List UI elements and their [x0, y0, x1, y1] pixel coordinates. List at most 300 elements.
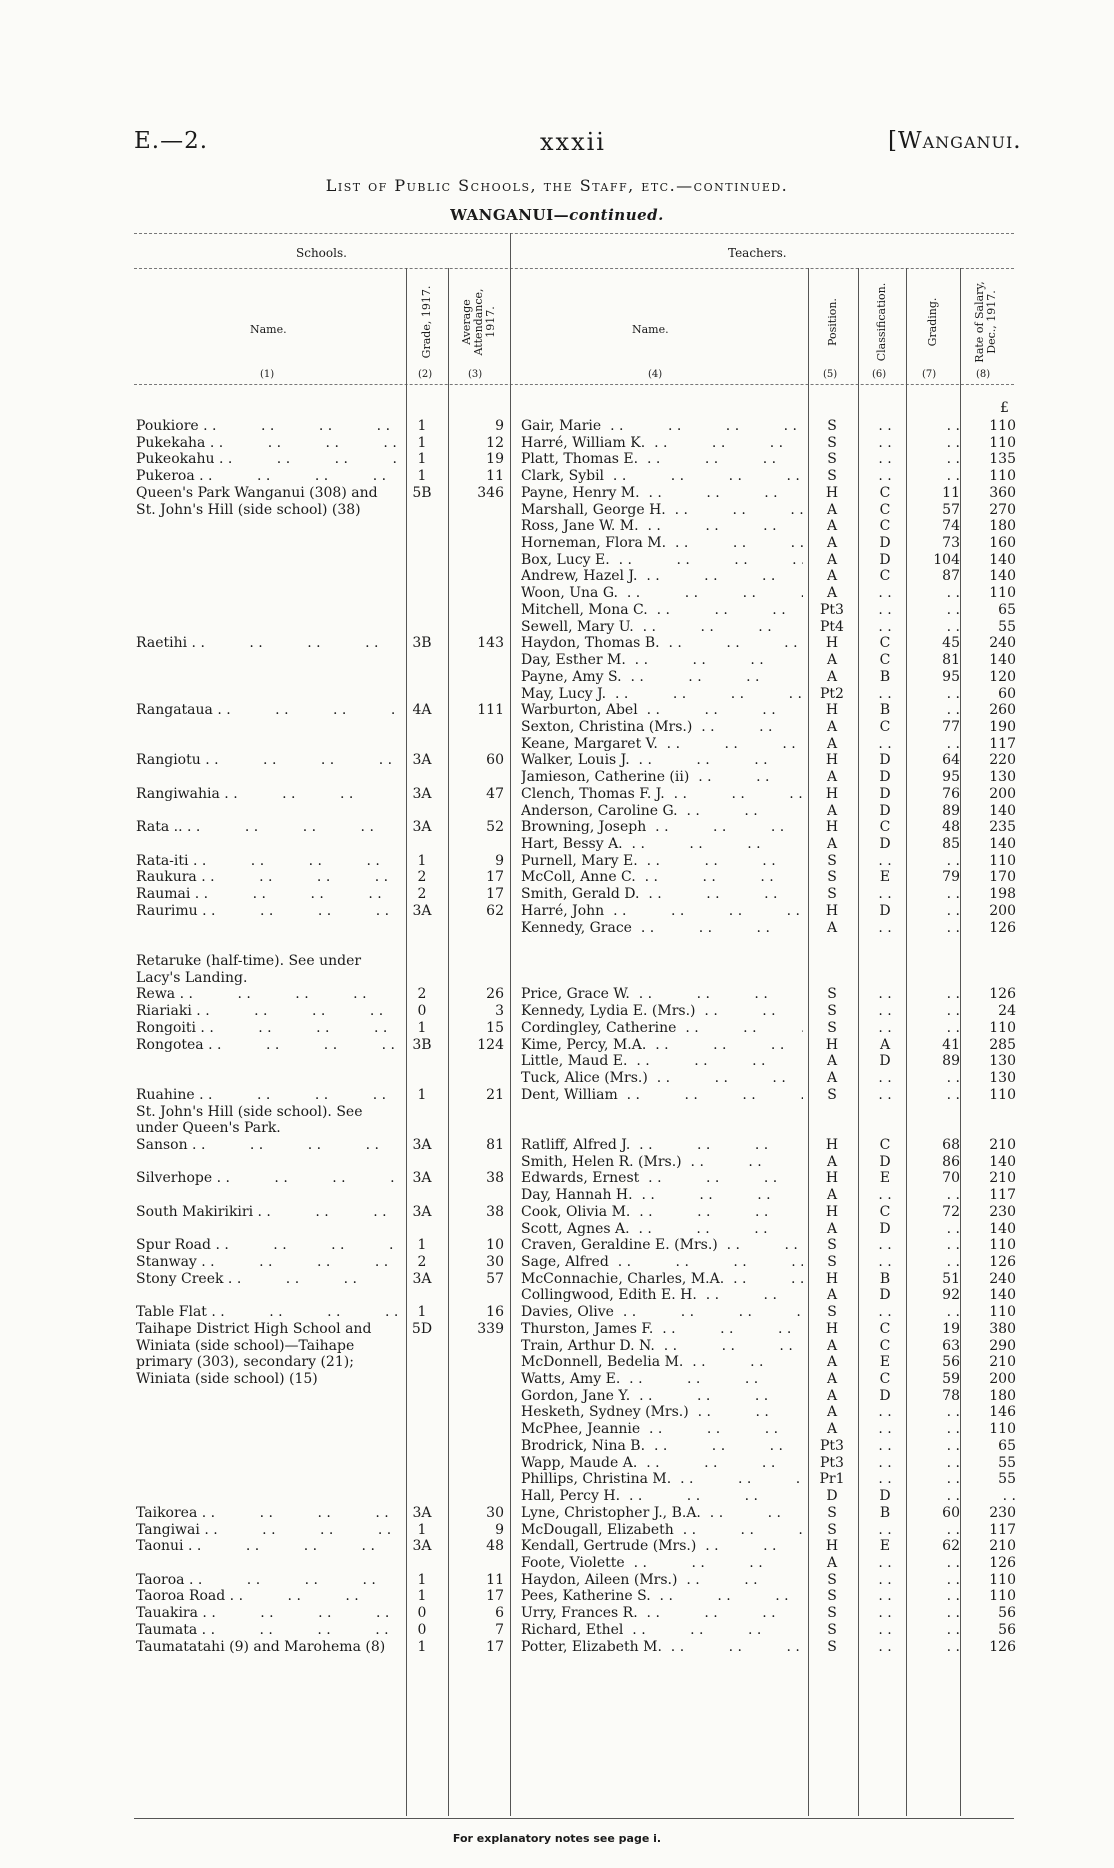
grading-cell: . .	[946, 1454, 960, 1471]
grading-cell: 45	[942, 635, 960, 652]
teacher-name-cell: Jamieson, Catherine (ii) . .	[521, 769, 803, 785]
school-name-cell: Raumai . .	[136, 886, 398, 902]
classification-cell: . .	[878, 886, 892, 903]
grading-cell: 56	[942, 1354, 960, 1371]
school-name-cell: Pukeokahu . .	[136, 451, 398, 467]
position-cell: S	[827, 434, 837, 451]
classification-cell: A	[879, 1036, 891, 1053]
position-cell: Pt2	[820, 685, 844, 702]
school-name-cell: primary (303), secondary (21);	[136, 1354, 354, 1371]
grading-cell: . .	[946, 902, 960, 919]
salary-cell: 110	[989, 852, 1016, 869]
grading-cell: 68	[942, 1136, 960, 1153]
grade-cell: 3A	[412, 1203, 432, 1220]
table-row	[0, 986, 1114, 1002]
attendance-cell: 38	[486, 1203, 504, 1220]
position-cell: S	[827, 886, 837, 903]
grade-header: Grade, 1917.	[420, 285, 433, 359]
salary-cell: 110	[989, 434, 1016, 451]
position-cell: Pr1	[819, 1471, 845, 1488]
school-name-cell: Rewa . .	[136, 986, 398, 1002]
school-name-cell: Lacy's Landing.	[136, 969, 248, 986]
position-cell: A	[826, 836, 838, 852]
salary-cell: 140	[989, 551, 1016, 568]
grading-cell: . .	[946, 585, 960, 602]
col-number-5: (5)	[823, 369, 838, 380]
table-row	[0, 1555, 1114, 1571]
school-name-cell: Stony Creek . .	[136, 1271, 398, 1287]
position-header: Position.	[826, 298, 839, 346]
teacher-name-cell: Hart, Bessy A. . .	[521, 836, 803, 852]
table-header-rule	[134, 384, 1014, 385]
school-name-cell: Stanway . .	[136, 1254, 398, 1270]
classification-cell: E	[879, 869, 891, 886]
grade-cell: 0	[417, 1621, 427, 1638]
teachers-group-header: Teachers.	[728, 246, 787, 260]
attendance-cell: 9	[495, 852, 504, 869]
attendance-cell: 6	[495, 1605, 504, 1622]
attendance-cell: 26	[486, 986, 504, 1003]
position-cell: A	[826, 551, 838, 568]
position-cell: H	[825, 752, 839, 769]
grade-cell: 3B	[412, 1036, 432, 1053]
table-row	[0, 1221, 1114, 1237]
table-row	[0, 1488, 1114, 1504]
teacher-name-cell: Ross, Jane W. M. . .	[521, 518, 803, 534]
grading-cell: 79	[942, 869, 960, 886]
position-cell: S	[827, 1621, 837, 1638]
school-name-cell: South Makirikiri . .	[136, 1204, 398, 1220]
grading-cell: 74	[942, 518, 960, 535]
grade-cell: 3A	[412, 752, 432, 769]
position-cell: A	[826, 1337, 838, 1354]
classification-cell: . .	[878, 1454, 892, 1471]
grading-cell: 63	[942, 1337, 960, 1354]
grading-cell: 73	[942, 535, 960, 552]
salary-cell: 140	[989, 568, 1016, 585]
grading-cell: . .	[946, 1488, 960, 1505]
grading-cell: 89	[942, 802, 960, 819]
grading-cell: . .	[946, 1070, 960, 1087]
school-name-cell: St. John's Hill (side school). See	[136, 1103, 363, 1120]
attendance-cell: 47	[486, 785, 504, 802]
table-row	[0, 970, 1114, 986]
salary-cell: 65	[998, 1437, 1016, 1454]
grading-cell: . .	[946, 1638, 960, 1655]
classification-cell: . .	[878, 1421, 892, 1438]
teacher-name-cell: Day, Hannah H. . .	[521, 1187, 803, 1203]
attendance-cell: 339	[477, 1320, 504, 1337]
teacher-name-cell: Gordon, Jane Y. . .	[521, 1388, 803, 1404]
teacher-name-cell: Mitchell, Mona C. . .	[521, 602, 803, 618]
teacher-name-cell: Train, Arthur D. N. . .	[521, 1338, 803, 1354]
table-row	[0, 1639, 1114, 1655]
classification-cell: . .	[878, 1437, 892, 1454]
table-row	[0, 1572, 1114, 1588]
table-row	[0, 1438, 1114, 1454]
salary-cell: 180	[989, 518, 1016, 535]
salary-cell: 240	[989, 1270, 1016, 1287]
school-name-cell: under Queen's Park.	[136, 1120, 281, 1137]
table-row	[0, 1522, 1114, 1538]
grade-cell: 0	[417, 1003, 427, 1020]
salary-cell: 126	[989, 986, 1016, 1003]
grading-cell: 89	[942, 1053, 960, 1070]
grade-cell: 2	[417, 886, 427, 903]
footnote: For explanatory notes see page i.	[452, 1832, 662, 1845]
teacher-name-cell: Kime, Percy, M.A. . .	[521, 1037, 803, 1053]
table-row	[0, 1404, 1114, 1420]
attendance-cell: 38	[486, 1170, 504, 1187]
position-cell: D	[826, 1488, 838, 1505]
position-cell: A	[826, 1354, 838, 1371]
grading-cell: . .	[946, 451, 960, 468]
position-cell: A	[826, 919, 838, 936]
table-row	[0, 719, 1114, 735]
classification-cell: C	[879, 819, 891, 836]
classification-cell: . .	[878, 1019, 892, 1036]
table-row	[0, 1070, 1114, 1086]
teacher-name-cell: Ratliff, Alfred J. . .	[521, 1137, 803, 1153]
grading-cell: . .	[946, 601, 960, 618]
grade-cell: 3A	[412, 785, 432, 802]
teacher-name-cell: McConnachie, Charles, M.A. . .	[521, 1271, 803, 1287]
grading-cell: 59	[942, 1371, 960, 1388]
salary-cell: 260	[989, 702, 1016, 719]
teacher-name-cell: Craven, Geraldine E. (Mrs.) . .	[521, 1237, 803, 1253]
attendance-cell: 81	[486, 1136, 504, 1153]
salary-cell: 230	[989, 1203, 1016, 1220]
grade-cell: 2	[417, 986, 427, 1003]
school-name-cell: Winiata (side school) (15)	[136, 1371, 318, 1388]
salary-cell: 110	[989, 1237, 1016, 1254]
classification-cell: . .	[878, 418, 892, 434]
grade-cell: 1	[417, 1588, 427, 1605]
teacher-name-cell: Platt, Thomas E. . .	[521, 451, 803, 467]
classification-cell: C	[879, 568, 891, 585]
teacher-name-cell: Payne, Henry M. . .	[521, 485, 803, 501]
salary-cell: 140	[989, 1153, 1016, 1170]
grading-cell: 85	[942, 836, 960, 852]
salary-cell: 110	[989, 1019, 1016, 1036]
classification-cell: . .	[878, 1471, 892, 1488]
teacher-name-cell: Potter, Elizabeth M. . .	[521, 1639, 803, 1655]
position-cell: A	[826, 1554, 838, 1571]
table-row	[0, 1154, 1114, 1170]
position-cell: S	[827, 1254, 837, 1270]
school-name-cell: Winiata (side school)—Taihape	[136, 1337, 355, 1354]
position-cell: H	[825, 635, 839, 652]
table-row	[0, 686, 1114, 702]
position-cell: S	[827, 1504, 837, 1521]
school-name-cell: Rangataua . .	[136, 702, 398, 718]
school-name-cell: Tauakira . .	[136, 1605, 398, 1621]
grading-cell: 95	[942, 769, 960, 786]
table-bottom-rule	[134, 1818, 1014, 1819]
grade-cell: 1	[417, 1304, 427, 1321]
grading-cell: 81	[942, 652, 960, 669]
teacher-name-cell: Keane, Margaret V. . .	[521, 736, 803, 752]
table-row	[0, 535, 1114, 551]
position-cell: A	[826, 769, 838, 786]
position-cell: H	[825, 1203, 839, 1220]
region-label: [Wanganui.	[888, 128, 1022, 154]
salary-cell: 24	[998, 1003, 1016, 1020]
position-cell: A	[826, 585, 838, 602]
attendance-cell: 19	[486, 451, 504, 468]
teacher-name-cell: Little, Maud E. . .	[521, 1053, 803, 1069]
teacher-name-cell: Sage, Alfred . .	[521, 1254, 803, 1270]
grading-cell: . .	[946, 702, 960, 719]
col-number-6: (6)	[872, 369, 887, 380]
position-cell: H	[825, 902, 839, 919]
attendance-cell: 124	[477, 1036, 504, 1053]
grade-cell: 1	[417, 1019, 427, 1036]
attendance-cell: 346	[477, 484, 504, 501]
grading-cell: 62	[942, 1538, 960, 1555]
teacher-name-cell: Cordingley, Catherine . .	[521, 1020, 803, 1036]
salary-cell: 110	[989, 1304, 1016, 1321]
grade-cell: 3A	[412, 1170, 432, 1187]
school-name-cell: Ruahine . .	[136, 1087, 398, 1103]
salary-cell: 110	[989, 418, 1016, 434]
grade-cell: 2	[417, 869, 427, 886]
page-subtitle	[0, 206, 1114, 224]
grade-cell: 3A	[412, 1538, 432, 1555]
grading-cell: . .	[946, 1554, 960, 1571]
position-cell: A	[826, 1187, 838, 1204]
page-ref: E.—2.	[134, 128, 209, 154]
school-name-cell: Rata .. . .	[136, 819, 398, 835]
table-row	[0, 903, 1114, 919]
teacher-name-cell: Collingwood, Edith E. H. . .	[521, 1287, 803, 1303]
teacher-name-cell: Cook, Olivia M. . .	[521, 1204, 803, 1220]
attendance-cell: 10	[486, 1237, 504, 1254]
position-cell: S	[827, 1605, 837, 1622]
grading-cell: . .	[946, 1605, 960, 1622]
salary-cell: 130	[989, 1053, 1016, 1070]
salary-cell: 117	[989, 735, 1016, 752]
salary-cell: 135	[989, 451, 1016, 468]
salary-cell: 126	[989, 1554, 1016, 1571]
table-row	[0, 1053, 1114, 1069]
attendance-cell: 11	[486, 468, 504, 485]
classification-cell: B	[879, 1270, 891, 1287]
position-cell: S	[827, 869, 837, 886]
table-row	[0, 1354, 1114, 1370]
position-cell: H	[825, 484, 839, 501]
table-row	[0, 669, 1114, 685]
grading-header: Grading.	[926, 297, 939, 347]
grading-cell: 92	[942, 1287, 960, 1304]
classification-cell: . .	[878, 1404, 892, 1421]
table-row	[0, 468, 1114, 484]
position-cell: S	[827, 1304, 837, 1321]
position-cell: A	[826, 802, 838, 819]
classification-cell: . .	[878, 585, 892, 602]
grading-cell: . .	[946, 618, 960, 635]
grading-cell: . .	[946, 1471, 960, 1488]
salary-cell: 65	[998, 601, 1016, 618]
table-row	[0, 1120, 1114, 1136]
table-group-rule	[134, 268, 1014, 269]
position-cell: A	[826, 668, 838, 685]
salary-cell: 126	[989, 1254, 1016, 1270]
classification-cell: D	[879, 535, 891, 552]
grading-cell: . .	[946, 1437, 960, 1454]
teacher-name-cell: Sexton, Christina (Mrs.) . .	[521, 719, 803, 735]
salary-cell: 140	[989, 836, 1016, 852]
classification-cell: D	[879, 551, 891, 568]
salary-cell: 180	[989, 1387, 1016, 1404]
col-number-4: (4)	[648, 369, 663, 380]
position-cell: A	[826, 568, 838, 585]
teacher-name-cell: Kennedy, Lydia E. (Mrs.) . .	[521, 1003, 803, 1019]
page-title: List of Public Schools, the Staff, etc.—continued.	[325, 176, 789, 195]
col-number-2: (2)	[418, 369, 433, 380]
school-name-cell: Rongoiti . .	[136, 1020, 398, 1036]
teacher-name-cell: Woon, Una G. . .	[521, 585, 803, 601]
salary-cell: 146	[989, 1404, 1016, 1421]
salary-cell: 126	[989, 919, 1016, 936]
classification-cell: . .	[878, 1605, 892, 1622]
table-row	[0, 769, 1114, 785]
salary-cell: 198	[989, 886, 1016, 903]
teacher-name-cell: Day, Esther M. . .	[521, 652, 803, 668]
table-row	[0, 652, 1114, 668]
position-cell: S	[827, 1237, 837, 1254]
grade-cell: 1	[417, 1521, 427, 1538]
position-cell: A	[826, 1053, 838, 1070]
table-row	[0, 819, 1114, 835]
position-cell: A	[826, 1070, 838, 1087]
table-row	[0, 1204, 1114, 1220]
classification-cell: . .	[878, 1571, 892, 1588]
attendance-cell: 60	[486, 752, 504, 769]
col-number-8: (8)	[976, 369, 991, 380]
school-name-cell: Sanson . .	[136, 1137, 398, 1153]
attendance-cell: 12	[486, 434, 504, 451]
teacher-name-cell: Scott, Agnes A. . .	[521, 1221, 803, 1237]
grading-cell: 48	[942, 819, 960, 836]
classification-cell: . .	[878, 1086, 892, 1103]
classification-cell: D	[879, 1053, 891, 1070]
school-name-cell: Taoroa Road . .	[136, 1588, 398, 1604]
classification-cell: C	[879, 1320, 891, 1337]
table-row	[0, 518, 1114, 534]
classification-cell: B	[879, 1504, 891, 1521]
position-cell: S	[827, 1588, 837, 1605]
classification-cell: C	[879, 652, 891, 669]
table-row	[0, 1505, 1114, 1521]
attendance-cell: 111	[477, 702, 504, 719]
table-row	[0, 568, 1114, 584]
grading-cell: 70	[942, 1170, 960, 1187]
classification-cell: C	[879, 484, 891, 501]
classification-cell: . .	[878, 685, 892, 702]
salary-cell: 360	[989, 484, 1016, 501]
classification-cell: B	[879, 668, 891, 685]
grade-cell: 5D	[411, 1320, 433, 1337]
table-row	[0, 619, 1114, 635]
classification-cell: E	[879, 1538, 891, 1555]
teacher-name-header: Name.	[632, 323, 669, 336]
salary-cell: 60	[998, 685, 1016, 702]
salary-cell: 140	[989, 1220, 1016, 1237]
classification-cell: D	[879, 1220, 891, 1237]
attendance-cell: 17	[486, 869, 504, 886]
teacher-name-cell: Gair, Marie . .	[521, 418, 803, 434]
classification-cell: D	[879, 1488, 891, 1505]
position-cell: A	[826, 1153, 838, 1170]
salary-cell: 190	[989, 718, 1016, 735]
teacher-name-cell: Harré, John . .	[521, 903, 803, 919]
classification-cell: . .	[878, 919, 892, 936]
salary-cell: 56	[998, 1621, 1016, 1638]
salary-cell: 220	[989, 752, 1016, 769]
position-cell: S	[827, 451, 837, 468]
classification-cell: E	[879, 1354, 891, 1371]
teacher-name-cell: Brodrick, Nina B. . .	[521, 1438, 803, 1454]
table-row	[0, 1237, 1114, 1253]
attendance-cell: 62	[486, 902, 504, 919]
position-cell: S	[827, 1521, 837, 1538]
table-row	[0, 1338, 1114, 1354]
table-row	[0, 736, 1114, 752]
teacher-name-cell: McDonnell, Bedelia M. . .	[521, 1354, 803, 1370]
school-name-cell: Silverhope . .	[136, 1170, 398, 1186]
salary-cell: . .	[1002, 1488, 1016, 1505]
classification-cell: C	[879, 501, 891, 518]
position-cell: S	[827, 1638, 837, 1655]
teacher-name-cell: Edwards, Ernest . .	[521, 1170, 803, 1186]
currency-symbol: £	[1000, 400, 1009, 416]
position-cell: Pt3	[820, 601, 844, 618]
salary-cell: 235	[989, 819, 1016, 836]
attendance-cell: 57	[486, 1270, 504, 1287]
grade-cell: 3A	[412, 819, 432, 836]
grading-cell: . .	[946, 1220, 960, 1237]
table-row	[0, 1304, 1114, 1320]
classification-cell: C	[879, 1136, 891, 1153]
col-number-1: (1)	[260, 369, 275, 380]
grade-cell: 1	[417, 1571, 427, 1588]
position-cell: Pt3	[820, 1454, 844, 1471]
salary-cell: 200	[989, 1371, 1016, 1388]
subtitle-main: WANGANUI—	[450, 206, 570, 224]
teacher-name-cell: Harré, William K. . .	[521, 435, 803, 451]
grading-cell: . .	[946, 685, 960, 702]
attendance-cell: 143	[477, 635, 504, 652]
teacher-name-cell: Wapp, Maude A. . .	[521, 1455, 803, 1471]
position-cell: A	[826, 518, 838, 535]
teacher-name-cell: Haydon, Aileen (Mrs.) . .	[521, 1572, 803, 1588]
position-cell: A	[826, 1387, 838, 1404]
teacher-name-cell: Purnell, Mary E. . .	[521, 853, 803, 869]
teacher-name-cell: Lyne, Christopher J., B.A. . .	[521, 1505, 803, 1521]
grade-cell: 3A	[412, 1270, 432, 1287]
table-row	[0, 836, 1114, 852]
classification-cell: . .	[878, 451, 892, 468]
grading-cell: 11	[942, 484, 960, 501]
table-row	[0, 1020, 1114, 1036]
table-row	[0, 1421, 1114, 1437]
classification-cell: . .	[878, 1187, 892, 1204]
table-row	[0, 869, 1114, 885]
teacher-name-cell: Browning, Joseph . .	[521, 819, 803, 835]
table-row	[0, 936, 1114, 952]
salary-cell: 380	[989, 1320, 1016, 1337]
